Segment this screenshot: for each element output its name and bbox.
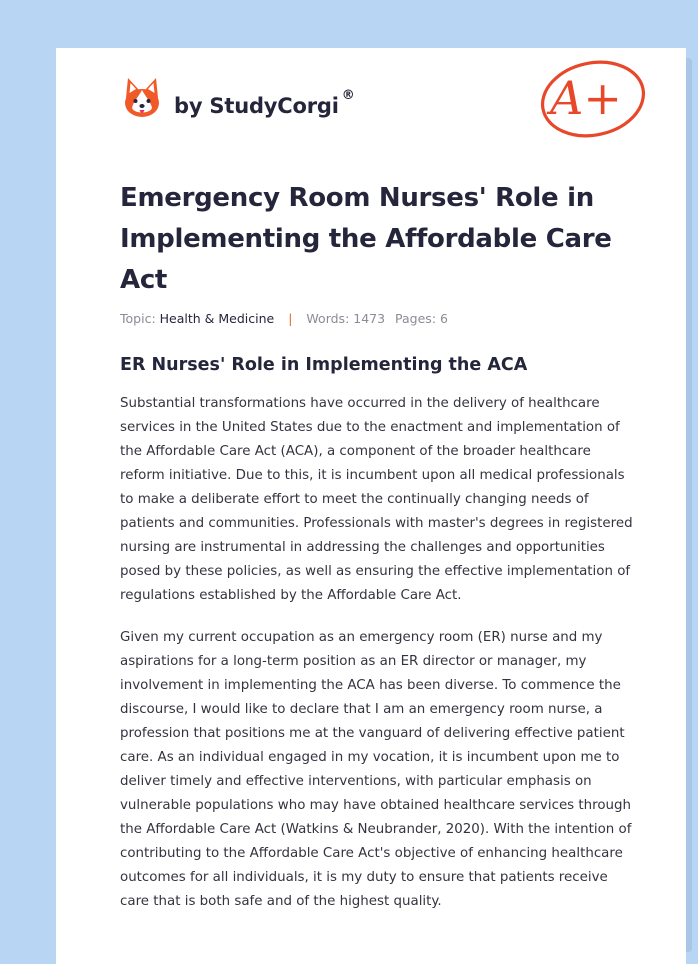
document-title: Emergency Room Nurses' Role in Implementing the Affordable Care Act (120, 183, 612, 295)
logo-label: by StudyCorgi (174, 94, 339, 118)
corgi-icon (122, 76, 162, 120)
logo-text[interactable] (174, 88, 355, 118)
document-body (120, 392, 636, 932)
section-heading: ER Nurses' Role in Implementing the ACA (120, 355, 528, 375)
studycorgi-logo[interactable] (122, 76, 162, 120)
word-count: Words: 1473 (306, 311, 386, 326)
document-page (56, 48, 686, 964)
registered-mark: ® (341, 88, 355, 103)
topic-link[interactable]: Health & Medicine (159, 311, 275, 326)
paragraph: Given my current occupation as an emergency room (ER) nurse and my aspirations for a long-term position as an ER director or manager, my involvement in implementing the ACA has been diverse. To commence the discourse, I would like to declare that I am an emergency room nurse, a profession that positions me at the vanguard of delivering effective patient care. As an individual engaged in my vocation, it is incumbent upon me to deliver timely and effective interventions, with particular emphasis on vulnerable populations who may have obtained healthcare services through the Affordable Care Act (Watkins & Neubrander, 2020). With the intention of contributing to the Affordable Care Act's objective of enhancing healthcare outcomes for all individuals, it is my duty to ensure that patients receive care that is both safe and of the highest quality. (120, 630, 632, 909)
grade-text: A+ (550, 71, 622, 125)
page-count: Pages: 6 (395, 311, 448, 326)
meta-separator: | (288, 311, 293, 326)
topic-label: Topic: (120, 311, 156, 326)
paragraph: Substantial transformations have occurred in the delivery of healthcare services in the United States due to the enactment and implementation of the Affordable Care Act (ACA), a component of the broader healthcare reform initiative. Due to this, it is incumbent upon all medical professionals to make a deliberate effort to meet the continually changing needs of patients and communities. Professionals with master's degrees in registered nursing are instrumental in addressing the challenges and opportunities posed by these policies, as well as ensuring the effective implementation of regulations established by the Affordable Care Act. (120, 396, 633, 603)
document-meta (120, 311, 448, 326)
grade-a-plus-stamp (538, 58, 650, 140)
paper-shadow (686, 58, 692, 952)
